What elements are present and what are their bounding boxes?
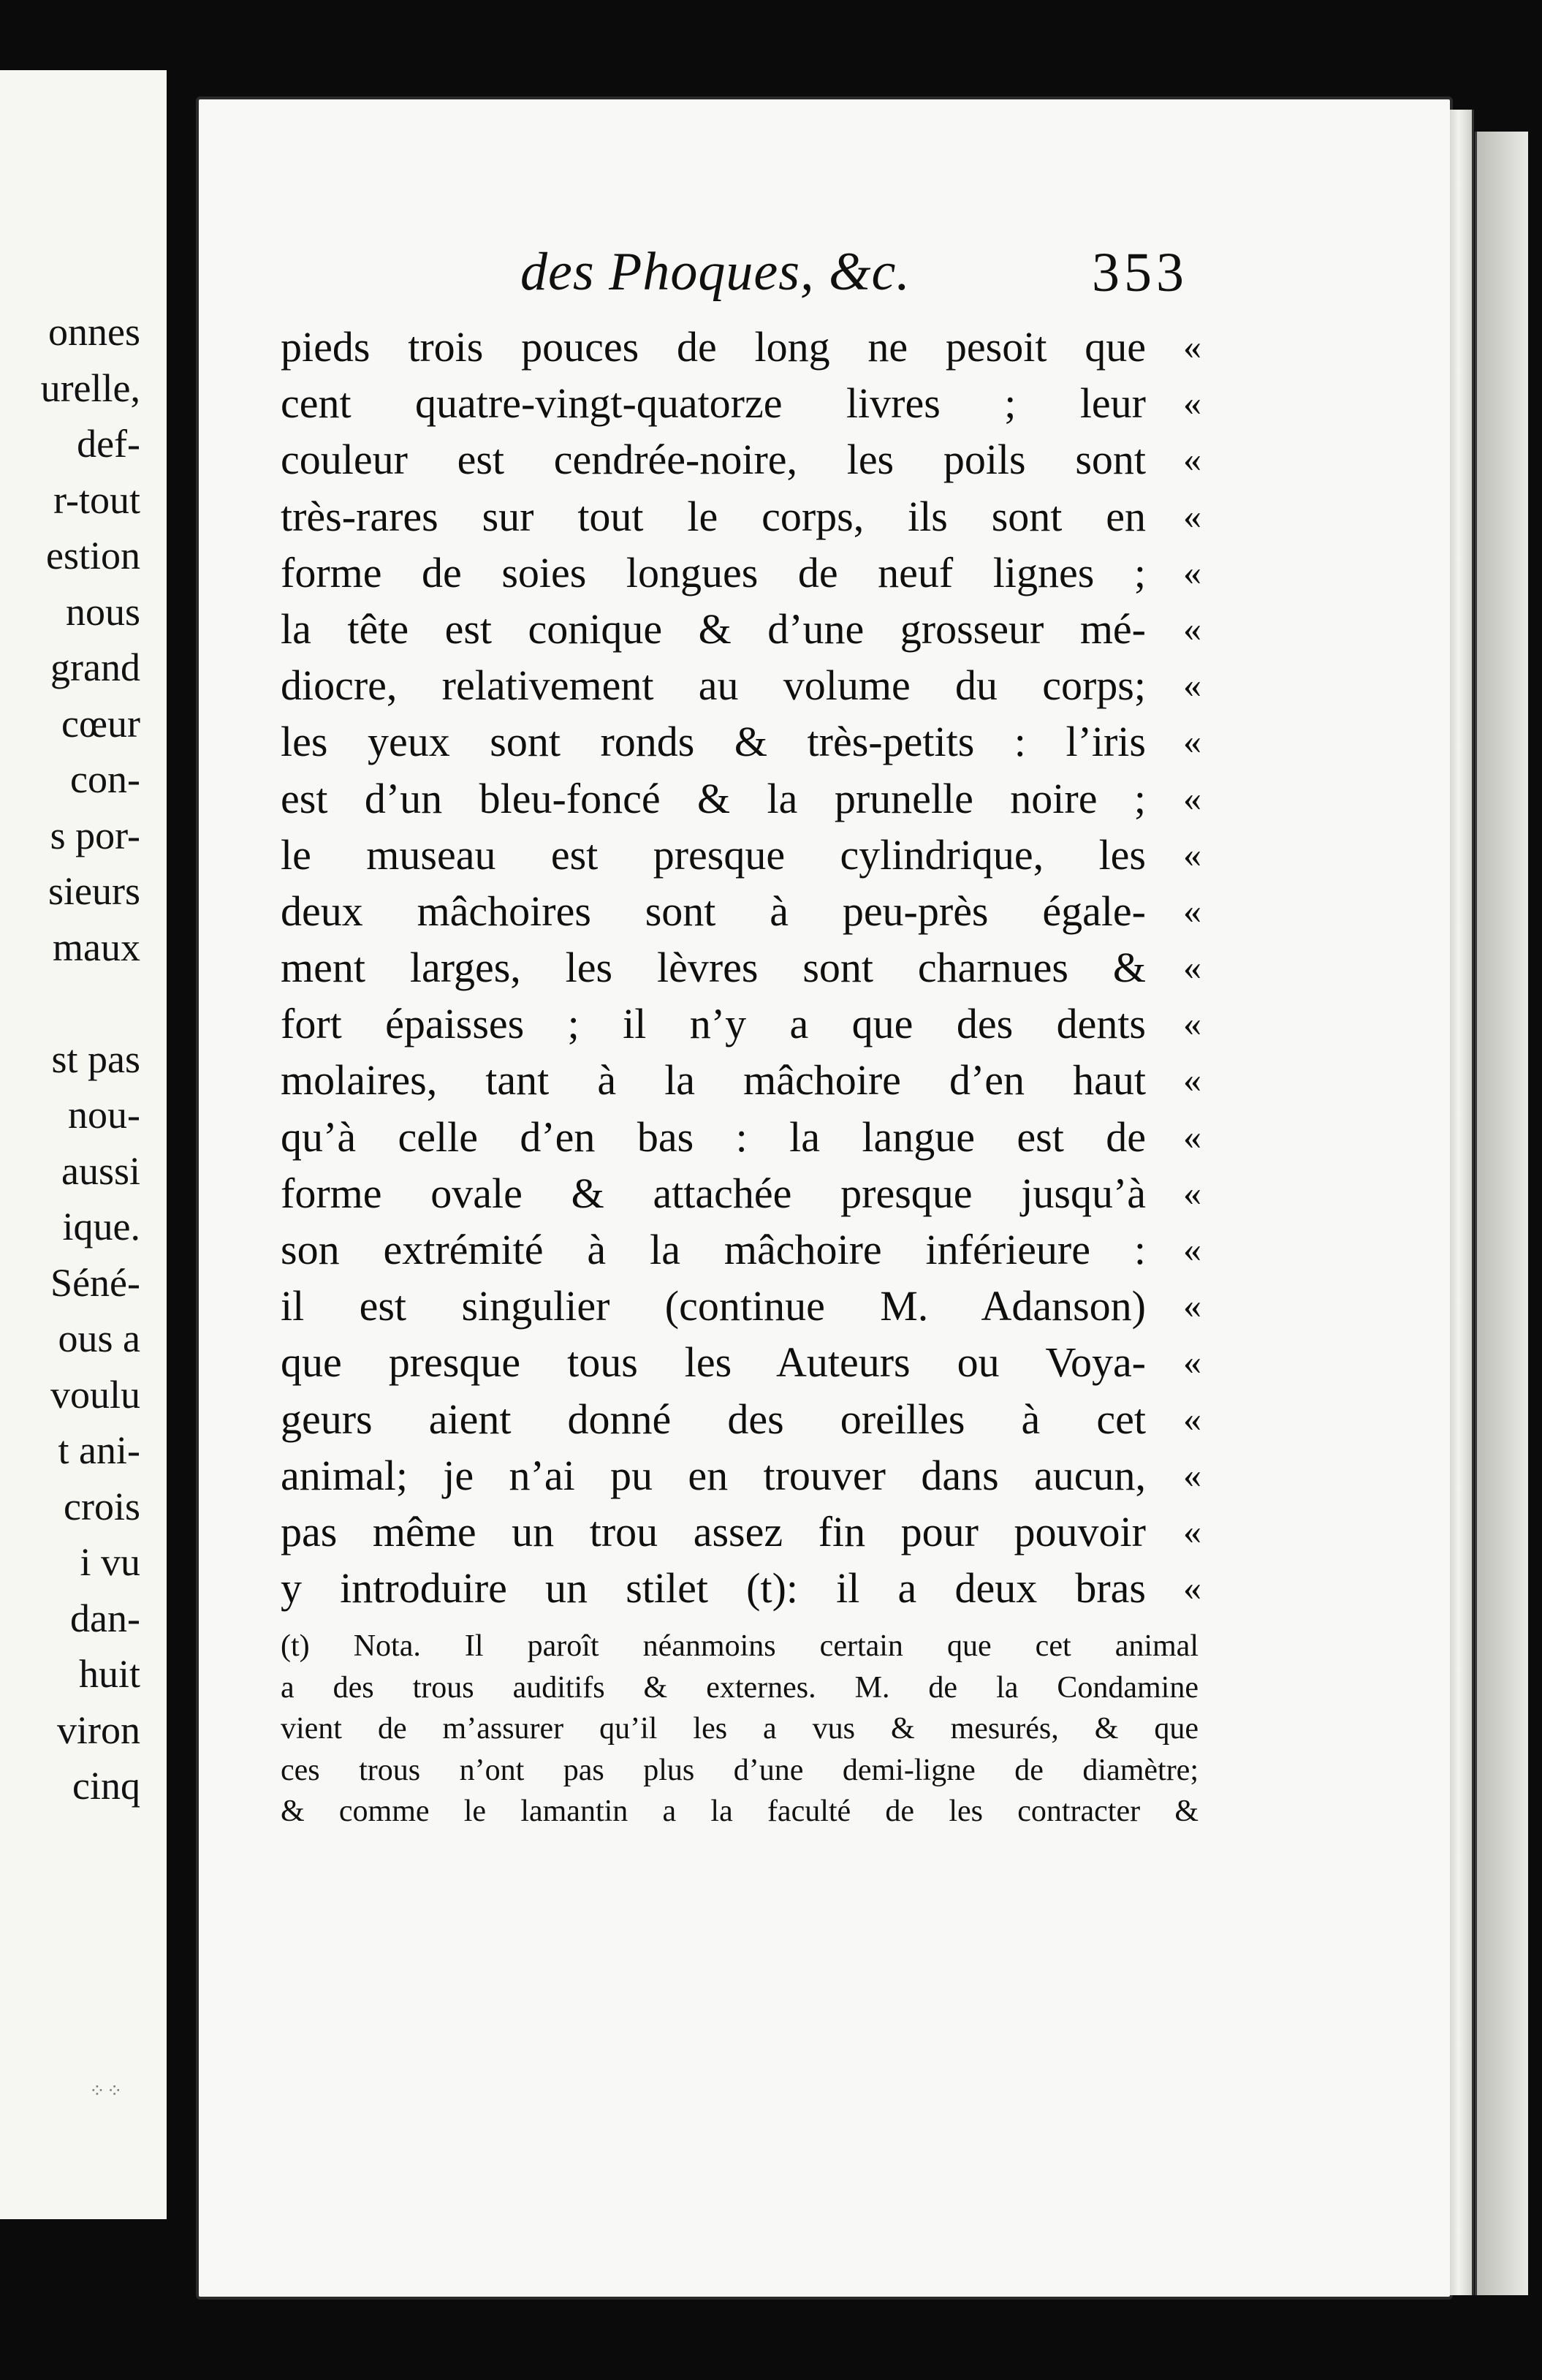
text-line	[281, 713, 1201, 770]
marginal-quote-mark: «	[1183, 890, 1201, 931]
text-line-content: pieds trois pouces de long ne pesoit que	[281, 323, 1146, 371]
footnote-line: ces trous n’ont pas plus d’une demi-ligne de diamètre;	[281, 1753, 1199, 1787]
footnote-line: a des trous auditifs & externes. M. de la Condamine	[281, 1670, 1199, 1705]
marginal-quote-mark: «	[1183, 833, 1201, 875]
text-line	[281, 1052, 1201, 1108]
left-fragment-line: urelle,	[40, 365, 140, 410]
left-fragment-line: ique.	[62, 1205, 140, 1248]
ink-smudge: ⁘⁘	[89, 2080, 124, 2102]
left-fragment-line: i vu	[80, 1540, 140, 1584]
text-line	[281, 1447, 1201, 1504]
text-line	[281, 601, 1201, 657]
text-line-content: son extrémité à la mâchoire inférieure :	[281, 1226, 1146, 1273]
marginal-quote-mark: «	[1183, 1341, 1201, 1383]
marginal-quote-mark: «	[1183, 721, 1201, 762]
left-fragment-line: maux	[53, 925, 140, 969]
marginal-quote-mark: «	[1183, 495, 1201, 537]
text-line	[281, 770, 1201, 827]
left-fragment-line: dan-	[70, 1596, 140, 1640]
marginal-quote-mark: «	[1183, 439, 1201, 480]
left-fragment-line: cœur	[61, 701, 140, 746]
text-line-content: y introduire un stilet (t): il a deux bras	[281, 1564, 1146, 1612]
facing-left-page	[0, 70, 171, 2219]
text-line-content: la tête est conique & d’une grosseur mé-	[281, 605, 1146, 653]
text-line-content: animal; je n’ai pu en trouver dans aucun,	[281, 1451, 1146, 1499]
marginal-quote-mark: «	[1183, 1059, 1201, 1101]
text-line	[281, 827, 1201, 883]
text-line-content: il est singulier (continue M. Adanson)	[281, 1282, 1146, 1330]
text-line-content: les yeux sont ronds & très-petits : l’iris	[281, 718, 1146, 766]
text-line	[281, 1109, 1201, 1165]
left-fragment-line: voulu	[50, 1372, 140, 1417]
running-head	[320, 241, 1188, 307]
left-fragment-line: onnes	[48, 310, 140, 354]
marginal-quote-mark: «	[1183, 777, 1201, 819]
text-line-content: cent quatre-vingt-quatorze livres ; leur	[281, 379, 1146, 428]
marginal-quote-mark: «	[1183, 664, 1201, 706]
text-line-content: forme ovale & attachée presque jusqu’à	[281, 1169, 1146, 1217]
left-fragment-line: aussi	[61, 1148, 140, 1193]
text-line-content: très-rares sur tout le corps, ils sont en	[281, 492, 1146, 540]
text-line-content: forme de soies longues de neuf lignes ;	[281, 548, 1146, 596]
footnote-block	[281, 1626, 1199, 1833]
left-fragment-line: crois	[64, 1484, 140, 1528]
text-line	[281, 488, 1201, 545]
marginal-quote-mark: «	[1183, 382, 1201, 424]
text-line-content: molaires, tant à la mâchoire d’en haut	[281, 1056, 1146, 1104]
text-line-content: est d’un bleu-foncé & la prunelle noire ;	[281, 774, 1146, 822]
marginal-quote-mark: «	[1183, 607, 1201, 649]
marginal-quote-mark: «	[1183, 1115, 1201, 1157]
marginal-quote-mark: «	[1183, 1229, 1201, 1270]
text-line-content: que presque tous les Auteurs ou Voya-	[281, 1338, 1146, 1387]
marginal-quote-mark: «	[1183, 551, 1201, 593]
text-line-content: pas même un trou assez fin pour pouvoir	[281, 1507, 1146, 1555]
text-line-content: qu’à celle d’en bas : la langue est de	[281, 1113, 1146, 1161]
text-line	[281, 996, 1201, 1052]
text-line	[281, 1221, 1201, 1278]
text-line	[281, 1278, 1201, 1334]
left-fragment-line: cinq	[72, 1764, 140, 1808]
text-line-content: fort épaisses ; il n’y a que des dents	[281, 1000, 1146, 1048]
left-fragment-line: r-tout	[53, 477, 140, 522]
left-fragment-line: ous a	[58, 1316, 140, 1360]
main-text-block	[281, 319, 1201, 1616]
text-line	[281, 1391, 1201, 1447]
marginal-quote-mark: «	[1183, 1398, 1201, 1439]
left-fragment-line: grand	[50, 645, 140, 689]
text-line	[281, 545, 1201, 601]
left-fragment-line: def-	[77, 422, 140, 466]
book-gutter	[167, 70, 196, 2219]
page-edge	[1450, 110, 1474, 2295]
left-fragment-line: huit	[78, 1652, 140, 1696]
text-line	[281, 375, 1201, 431]
left-fragment-line: viron	[57, 1708, 140, 1752]
text-line	[281, 431, 1201, 488]
left-fragment-line: Séné-	[50, 1260, 140, 1305]
left-fragment-line: s por-	[50, 813, 140, 857]
text-line	[281, 939, 1201, 996]
text-line-content: deux mâchoires sont à peu-près égale-	[281, 887, 1146, 935]
left-page-text-fragments	[0, 304, 153, 2058]
marginal-quote-mark: «	[1183, 1003, 1201, 1045]
left-fragment-line: t ani-	[58, 1428, 140, 1472]
left-fragment-line	[41, 975, 140, 1031]
left-fragment-line: st pas	[51, 1036, 140, 1081]
text-line	[281, 1504, 1201, 1560]
text-line	[281, 883, 1201, 939]
marginal-quote-mark: «	[1183, 1172, 1201, 1213]
page-stack-edge	[1475, 132, 1528, 2295]
page-number: 353	[1092, 242, 1188, 303]
footnote-line: & comme le lamantin a la faculté de les contracter &	[281, 1795, 1199, 1828]
left-fragment-line: nous	[65, 589, 140, 634]
text-line-content: ment larges, les lèvres sont charnues &	[281, 944, 1146, 992]
marginal-quote-mark: «	[1183, 1285, 1201, 1327]
text-line-content: le museau est presque cylindrique, les	[281, 830, 1146, 879]
text-line-content: couleur est cendrée-noire, les poils sont	[281, 436, 1146, 484]
text-line-content: diocre, relativement au volume du corps;	[281, 662, 1146, 710]
text-line	[281, 1560, 1201, 1616]
marginal-quote-mark: «	[1183, 326, 1201, 367]
left-fragment-line: con-	[70, 757, 140, 801]
text-line	[281, 319, 1201, 375]
text-line-content: geurs aient donné des oreilles à cet	[281, 1395, 1146, 1443]
text-line	[281, 1165, 1201, 1221]
text-line	[281, 657, 1201, 713]
footnote-line: (t) Nota. Il paroît néanmoins certain que cet animal	[281, 1629, 1199, 1663]
marginal-quote-mark: «	[1183, 947, 1201, 988]
left-fragment-line: estion	[46, 534, 140, 577]
left-fragment-line: sieurs	[48, 869, 140, 913]
marginal-quote-mark: «	[1183, 1454, 1201, 1496]
text-line	[281, 1334, 1201, 1390]
footnote-line: vient de m’assurer qu’il les a vus & mesurés, & que	[281, 1712, 1199, 1746]
marginal-quote-mark: «	[1183, 1567, 1201, 1609]
running-head-title: des Phoques, &c.	[520, 242, 911, 302]
left-fragment-line: nou-	[68, 1093, 140, 1137]
marginal-quote-mark: «	[1183, 1510, 1201, 1552]
